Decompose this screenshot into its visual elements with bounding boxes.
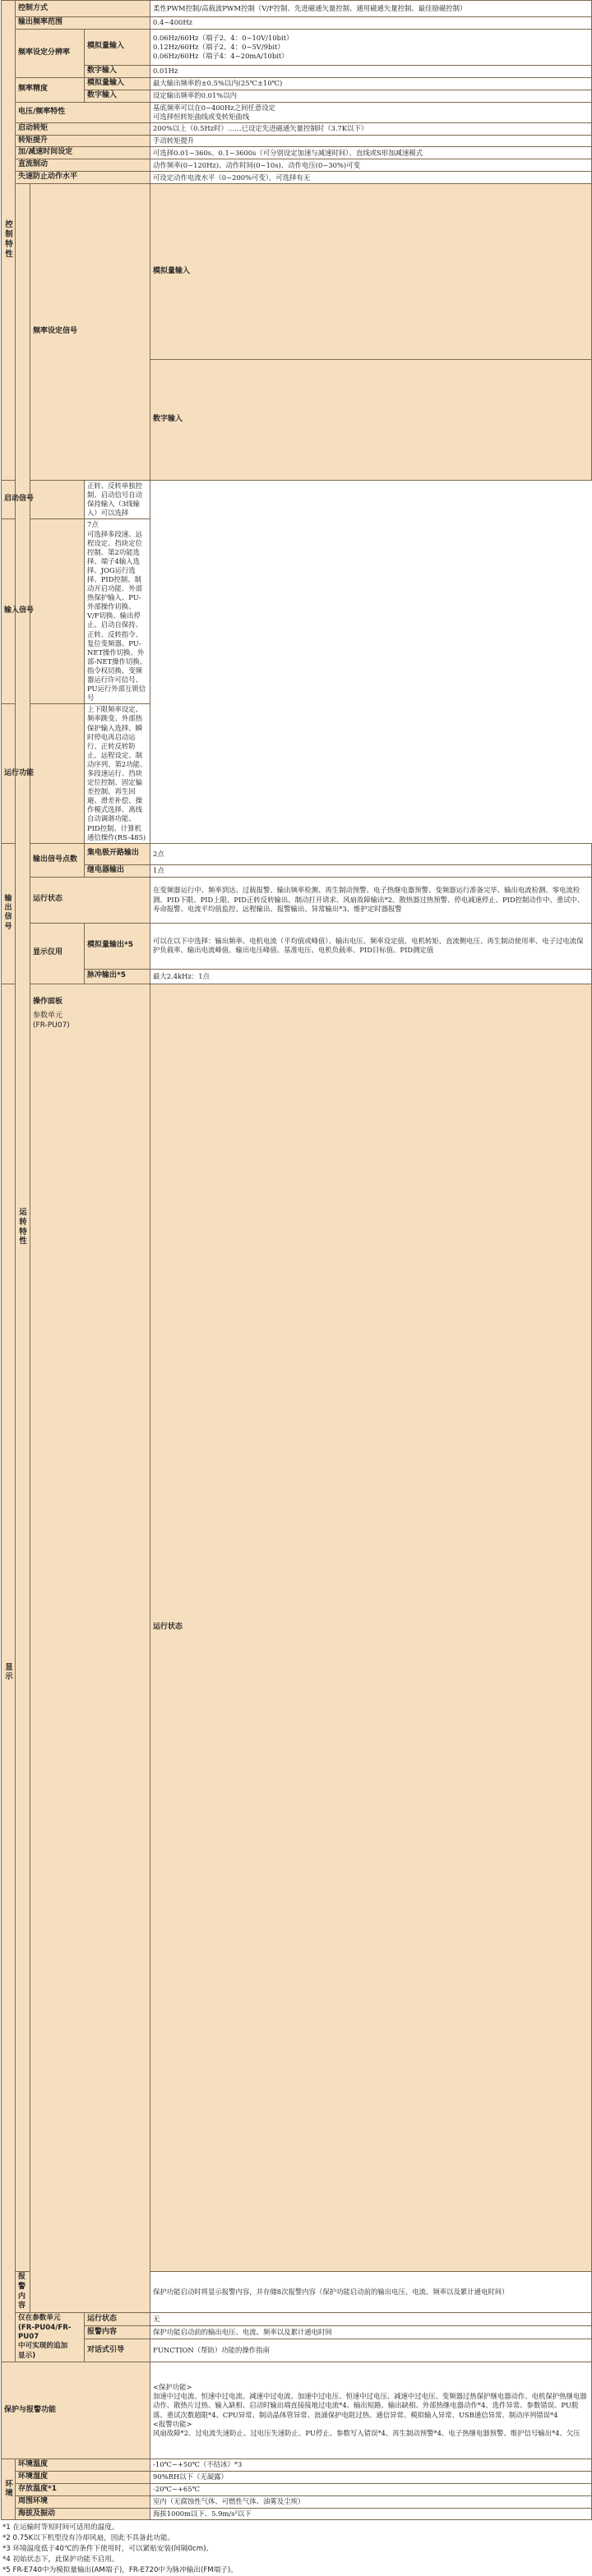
row-torque-boost-label: 转矩提升 [16, 135, 150, 147]
pulse-output-label: 脉冲输出*5 [85, 969, 150, 984]
footnote: *1 在运输时等短时间可适用的温度。 [2, 2523, 119, 2532]
row-vf-label: 电压/频率特性 [16, 102, 150, 122]
panel-alarm-label: 报警内容 [16, 2271, 30, 2313]
footnote: *3 环境温度低于40℃的条件下使用时，可以紧贴安装(间隔0cm)。 [2, 2545, 214, 2554]
row-control-method-label: 控制方式 [16, 1, 150, 17]
analog-output-label: 模拟量输出*5 [85, 923, 150, 969]
cat-env: 环境 [2, 2459, 16, 2520]
relay-output-label: 继电器输出 [85, 864, 150, 877]
protection-value: <保护功能> 加速中过电流、恒速中过电流、减速中过电流、加速中过电压、恒速中过电压、减速中过电压、变频器过热保护继电器动作、电机保护热继电器动作、散热片过热、输入缺相、启动时输出端直接接地过电流*4、输出短路、输出缺相、外部热继电器动作*4、选件异常、参数错误、PU脱落、重试次数超限*4、CPU异常、制动晶体管异常、浪涌保护电阻过热、通信异常、模拟输入异常、USB通信异常、制动序列错误*4 <报警功能> 风扇故障*2、过电流失速防止、过电压失速防止、PU停止、参数写入错误*4、再生制动预警*4、电子热继电器预警、维护信号输出*4、欠压 [150, 2362, 592, 2459]
pu-alarm-value: 保护功能启动前的输出电压、电流、频率以及累计通电时间 [150, 2326, 592, 2339]
row-start-torque-value: 200%以上（0.5Hz时）……已设定先进磁通矢量控制时（3.7K以下） [150, 122, 592, 135]
row-freq-acc-label: 频率精度 [16, 77, 85, 102]
op-panel-title: 操作面板 [33, 997, 63, 1006]
env-temp-value: -10℃~+50℃（不结冰）*3 [150, 2459, 592, 2472]
open-collector-value: 2点 [150, 843, 592, 864]
row-out-points-label: 输出信号点数 [30, 843, 85, 877]
row-stall-value: 可设定动作电流水平（0~200%可变），可选择有无 [150, 172, 592, 184]
pu-guide-label: 对话式引导 [85, 2339, 150, 2362]
row-freq-res-label: 频率设定分辨率 [16, 29, 85, 77]
spec-table [1, 0, 592, 2520]
output-signal-group: 输出信号 [2, 843, 16, 984]
cat-operation: 运转特性 [16, 184, 30, 2272]
row-dc-brake-label: 直流制动 [16, 159, 150, 172]
freq-signal-analog-label: 模拟量输入 [150, 184, 592, 360]
panel-alarm-value: 保护功能启动时将显示报警内容，并存储8次报警内容（保护功能启动前的输出电压、电流、频率以及累计通电时间） [150, 2271, 592, 2313]
row-start-signal-label: 启动信号 [2, 481, 85, 519]
row-vf-value: 基底频率可以在0~400Hz之间任意设定 可选择恒转矩曲线或变转矩曲线 [150, 102, 592, 122]
altitude-label: 海拔及振动 [16, 2508, 150, 2520]
freq-acc-analog-label: 模拟量输入 [85, 77, 150, 90]
row-input-signal-label: 输入信号 [2, 519, 85, 704]
storage-temp-label: 存放温度*1 [16, 2483, 150, 2495]
freq-res-digital-value: 0.01Hz [150, 65, 592, 77]
freq-signal-digital-label: 数字输入 [150, 359, 592, 480]
freq-acc-analog-value: 最大输出频率的±0.5%以内(25℃±10℃) [150, 77, 592, 90]
param-unit-title: 参数单元 (FR-PU07) [33, 1012, 70, 1030]
analog-output-value: 可以在以下中选择：输出频率、电机电流（平均值或峰值）、输出电压、频率设定值、电机转矩、直流侧电压、再生制动使用率、电子过电流保护负载率、输出电流峰值、输出电压峰值、基准电压、电机负载率、PID目标值、PID测定值 [150, 923, 592, 969]
footnote: *4 初始状态下，此保护功能不启用。 [2, 2555, 119, 2564]
meter-display-label: 显示仪用 [30, 923, 85, 984]
row-accel-label: 加/减速时间设定 [16, 147, 150, 159]
panel-run-state-label: 运行状态 [150, 984, 592, 2271]
freq-res-analog-label: 模拟量输入 [85, 29, 150, 65]
env-humidity-value: 90%RH以下（无凝露） [150, 2471, 592, 2483]
atmosphere-value: 室内（无腐蚀性气体、可燃性气体、油雾及尘埃） [150, 2495, 592, 2508]
row-run-status-label: 运行状态 [30, 877, 150, 923]
pu-run-state-label: 运行状态 [85, 2313, 150, 2326]
pu-alarm-label: 报警内容 [85, 2326, 150, 2339]
freq-res-analog-value: 0.06Hz/60Hz（端子2、4：0~10V/10bit） 0.12Hz/60Hz（端子2、4：0~5V/9bit） 0.06Hz/60Hz（端子4：4~20mA/10bit） [150, 29, 592, 65]
cat-display: 显示 [2, 984, 16, 2362]
row-freq-signal-label: 频率设定信号 [30, 184, 150, 481]
row-start-signal-value: 正转、反转单独控制、启动信号自动保持输入（3线输入）可以选择 [85, 481, 150, 519]
footnotes [2, 2523, 592, 2576]
footnote: *5 FR-E740中为模拟量输出(AM端子)，FR-E720中为脉冲输出(FM端子)。 [2, 2566, 238, 2575]
freq-res-digital-label: 数字输入 [85, 65, 150, 77]
row-accel-value: 可选择0.01~360s、0.1~3600s（可分别设定加速与减速时间）、直线或S形加减速模式 [150, 147, 592, 159]
altitude-value: 海拔1000m以下、5.9m/s²以下 [150, 2508, 592, 2520]
atmosphere-label: 周围环境 [16, 2495, 150, 2508]
freq-acc-digital-value: 设定输出频率的0.01%以内 [150, 90, 592, 102]
row-run-function-label: 运行功能 [2, 704, 85, 843]
row-freq-range-value: 0.4~400Hz [150, 17, 592, 30]
freq-acc-digital-label: 数字输入 [85, 90, 150, 102]
row-dc-brake-value: 动作频率(0~120Hz)、动作时间(0~10s)、动作电压(0~30%)可变 [150, 159, 592, 172]
protection-label: 保护与报警功能 [2, 2362, 150, 2459]
storage-temp-value: -20℃~+65℃ [150, 2483, 592, 2495]
env-temp-label: 环境温度 [16, 2459, 150, 2472]
relay-output-value: 1点 [150, 864, 592, 877]
row-control-method-value: 柔性PWM控制/高载波PWM控制（V/F控制、先进磁通矢量控制、通用磁通矢量控制、最佳励磁控制） [150, 1, 592, 17]
row-stall-label: 失速防止动作水平 [16, 172, 150, 184]
env-humidity-label: 环境湿度 [16, 2471, 150, 2483]
open-collector-label: 集电极开路输出 [85, 843, 150, 864]
row-run-status-value: 在变频器运行中、频率到达、过载报警、输出频率检测、再生制动预警、电子热继电器预警、变频器运行准备完毕、输出电流检测、零电流检测、PID下限、PID上限、PID正转反转输出、制动打开请求、风扇故障输出*2、散热器过热预警、停电减速停止、PID控制动作中、重试中、寿命报警、电流平均值监控、远程输出、报警输出、异常输出*3、维护定时器报警 [150, 877, 592, 923]
op-panel-label [30, 984, 150, 2313]
pu-guide-value: FUNCTION（帮助）功能的操作指南 [150, 2339, 592, 2362]
footnote: *2 0.75K以下机型没有冷却风扇，因此不具备此功能。 [2, 2534, 175, 2543]
param-only-label: 仅在参数单元 (FR-PU04/FR-PU07 中可实现的追加 显示) [16, 2313, 85, 2362]
row-freq-range-label: 输出频率范围 [16, 17, 150, 30]
row-start-torque-label: 启动转矩 [16, 122, 150, 135]
row-input-signal-value: 7点 可选择多段速、远程设定、挡块定位控制、第2功能选择、端子4输入选择、JOG运行选择、PID控制、制动开启功能、外部热保护输入、PU-外部操作切换、V/F切换、输出停止、启动自保持、正转、反转指令、复位变频器、PU-NET操作切换、外部-NET操作切换、指令权切换、变频器运行许可信号、PU运行外部互锁信号 [85, 519, 150, 704]
pu-run-state-value: 无 [150, 2313, 592, 2326]
row-torque-boost-value: 手动转矩提升 [150, 135, 592, 147]
pulse-output-value: 最大2.4kHz：1点 [150, 969, 592, 984]
row-run-function-value: 上下限频率设定、频率跳变、外部热保护输入选择、瞬时停电再启动运行、正转反转防止、远程设定、制动序列、第2功能、多段速运行、挡块定位控制、固定偏差控制、再生回避、滑差补偿、操作模式选择、离线自动调谐功能、PID控制、计算机通信操作(RS-485) [85, 704, 150, 843]
cat-control: 控制特性 [2, 1, 16, 481]
